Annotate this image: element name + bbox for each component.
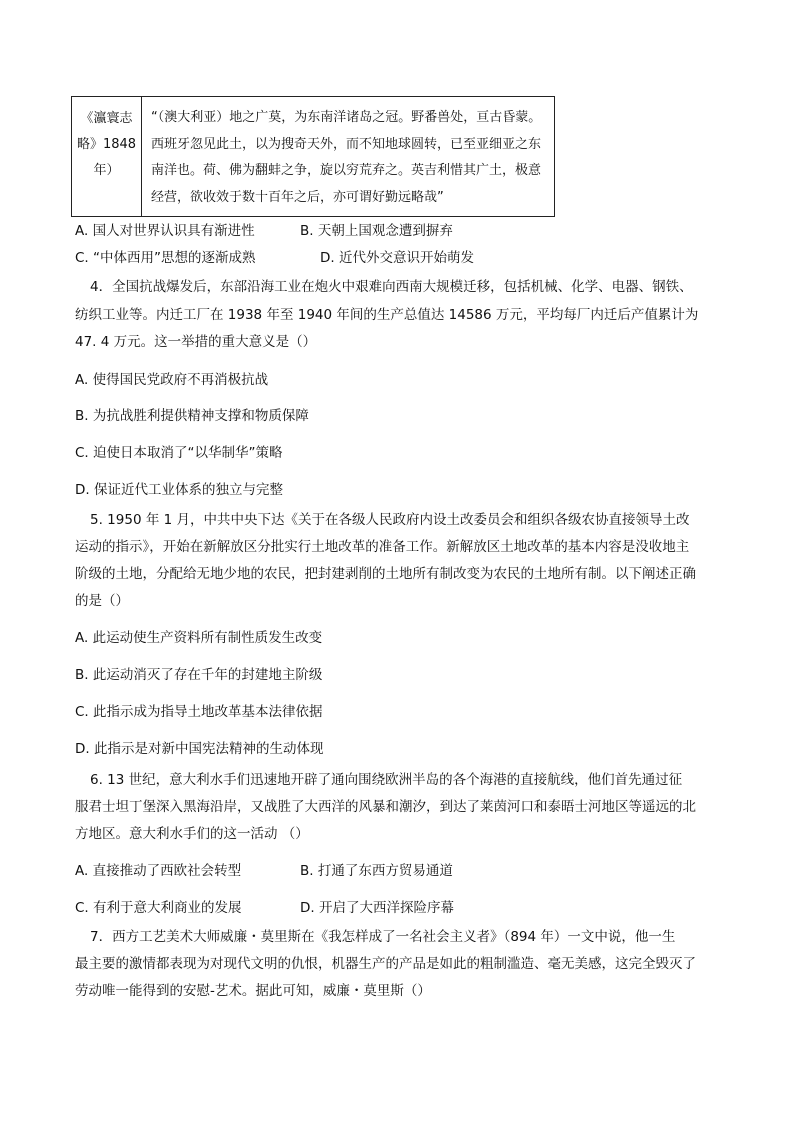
- source-table: [71, 96, 555, 217]
- q6-option-a[interactable]: A. 直接推动了西欧社会转型: [75, 863, 242, 879]
- q5-stem-line-1: 5. 1950 年 1 月，中共中央下达《关于在各级人民政府内设土改委员会和组织各级农协直接领导土改: [90, 512, 690, 528]
- q6-stem-line-3: 方地区。意大利水手们的这一活动 （）: [75, 826, 309, 842]
- q7-stem-line-1: 7．西方工艺美术大师威廉・莫里斯在《我怎样成了一名社会主义者》（894 年）一文中说，他一生: [90, 929, 676, 945]
- q7-stem-line-3: 劳动唯一能得到的安慰-艺术。据此可知，威廉・莫里斯（）: [75, 983, 431, 999]
- q3-option-b[interactable]: B. 天朝上国观念遭到摒弃: [300, 223, 453, 239]
- q5-stem-line-4: 的是（）: [75, 593, 129, 609]
- q5-stem-line-2: 运动的指示》，开始在新解放区分批实行土地改革的准备工作。新解放区土地改革的基本内容是没收地主: [75, 539, 690, 555]
- q4-stem-line-2: 纺织工业等。内迁工厂在 1938 年至 1940 年间的生产总值达 14586 万元，平均每厂内迁后产值累计为: [75, 307, 699, 323]
- q6-option-c[interactable]: C. 有利于意大利商业的发展: [75, 900, 242, 916]
- q6-stem-line-1: 6. 13 世纪，意大利水手们迅速地开辟了通向围绕欧洲半岛的各个海港的直接航线，他们首先通过征: [90, 772, 683, 788]
- q3-option-c[interactable]: C. “中体西用”思想的逐渐成熟: [75, 250, 256, 266]
- q4-option-d[interactable]: D. 保证近代工业体系的独立与完整: [75, 482, 283, 498]
- q4-stem-line-3: 47. 4 万元。这一举措的重大意义是（）: [75, 334, 317, 350]
- q7-stem-line-2: 最主要的激情都表现为对现代文明的仇恨，机器生产的产品是如此的粗制滥造、毫无美感，这完全毁灭了: [75, 956, 696, 972]
- q3-option-a[interactable]: A. 国人对世界认识具有渐进性: [75, 223, 255, 239]
- q5-option-c[interactable]: C. 此指示成为指导土地改革基本法律依据: [75, 704, 323, 720]
- q5-option-d[interactable]: D. 此指示是对新中国宪法精神的生动体现: [75, 741, 324, 757]
- q6-option-d[interactable]: D. 开启了大西洋探险序幕: [300, 900, 454, 916]
- q5-option-a[interactable]: A. 此运动使生产资料所有制性质发生改变: [75, 630, 323, 646]
- q4-option-a[interactable]: A. 使得国民党政府不再消极抗战: [75, 372, 269, 388]
- q6-option-b[interactable]: B. 打通了东西方贸易通道: [300, 863, 453, 879]
- quote-cell: “（澳大利亚）地之广莫，为东南洋诸岛之冠。野番兽处，亘古昏蒙。西班牙忽见此土，以为搜奇天外，而不知地球圆转，已至亚细亚之东南洋也。荷、佛为翻蚌之争，旋以穷荒弃之。英吉利惜其广土，极意经营，欲收效于数十百年之后，亦可谓好勤远略哉”: [151, 110, 542, 205]
- q5-option-b[interactable]: B. 此运动消灭了存在千年的封建地主阶级: [75, 667, 323, 683]
- q4-stem-line-1: 4．全国抗战爆发后，东部沿海工业在炮火中艰难向西南大规模迁移，包括机械、化学、电器、钢铁、: [90, 279, 693, 295]
- q4-option-b[interactable]: B. 为抗战胜利提供精神支撑和物质保障: [75, 408, 309, 424]
- q5-stem-line-3: 阶级的土地，分配给无地少地的农民，把封建剥削的土地所有制改变为农民的土地所有制。以下阐述正确: [75, 566, 696, 582]
- source-cell: 《瀛寰志略》1848年）: [72, 97, 142, 216]
- q3-option-d[interactable]: D. 近代外交意识开始萌发: [320, 250, 474, 266]
- q6-stem-line-2: 服君士坦丁堡深入黑海沿岸，又战胜了大西洋的风暴和潮汐，到达了莱茵河口和泰晤士河地区等遥远的北: [75, 799, 696, 815]
- q4-option-c[interactable]: C. 迫使日本取消了“以华制华”策略: [75, 445, 283, 461]
